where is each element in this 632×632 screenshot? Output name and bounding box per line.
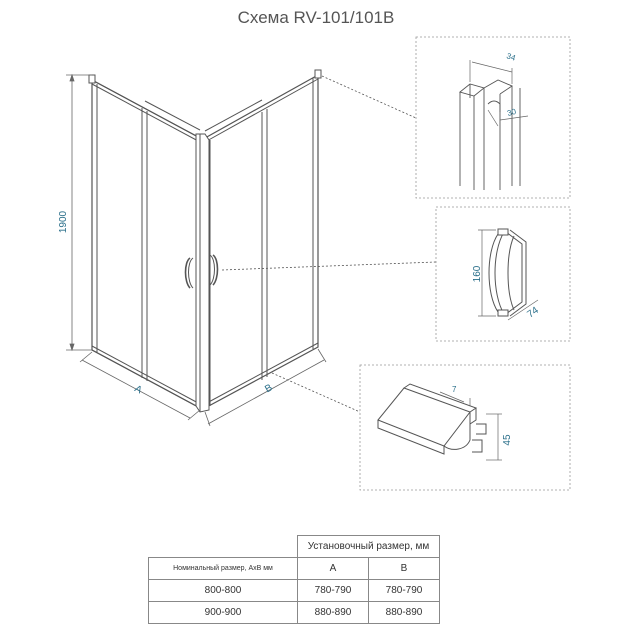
roller-thickness-label: 7 (452, 385, 457, 394)
col-b-header: B (369, 558, 440, 580)
height-label: 1900 (58, 210, 69, 234)
b-cell: 780-790 (369, 580, 440, 602)
row-label: Номинальный размер, AxB мм (149, 558, 298, 580)
table-header-row (149, 536, 440, 558)
b-label: B (263, 382, 275, 396)
corner-post (196, 134, 209, 412)
b-cell: 880-890 (369, 602, 440, 624)
handle-depth-label: 74 (525, 305, 541, 321)
size-table (148, 535, 440, 624)
height-dimension (66, 75, 92, 350)
a-cell: 780-790 (298, 580, 369, 602)
profile-depth-label: 34 (505, 51, 517, 63)
table-row (149, 602, 440, 624)
right-handle (210, 255, 218, 285)
col-a-header: A (298, 558, 369, 580)
roller-height-label: 45 (502, 434, 513, 446)
left-handle (186, 258, 194, 288)
enclosure-drawing (89, 70, 321, 412)
a-cell: 880-890 (298, 602, 369, 624)
table-subheader-row (149, 558, 440, 580)
table-header: Установочный размер, мм (298, 536, 440, 558)
nominal-cell: 800-800 (149, 580, 298, 602)
a-label: A (132, 383, 144, 397)
table-row (149, 580, 440, 602)
roller-detail (360, 365, 570, 490)
page-title: Схема RV-101/101B (237, 8, 395, 27)
nominal-cell: 900-900 (149, 602, 298, 624)
handle-height-label: 160 (472, 265, 483, 283)
left-panel (92, 80, 200, 408)
leader-lines (222, 76, 436, 412)
profile-detail (416, 37, 570, 198)
right-panel (205, 75, 318, 408)
profile-width-label: 30 (506, 106, 518, 118)
handle-detail (436, 207, 570, 341)
